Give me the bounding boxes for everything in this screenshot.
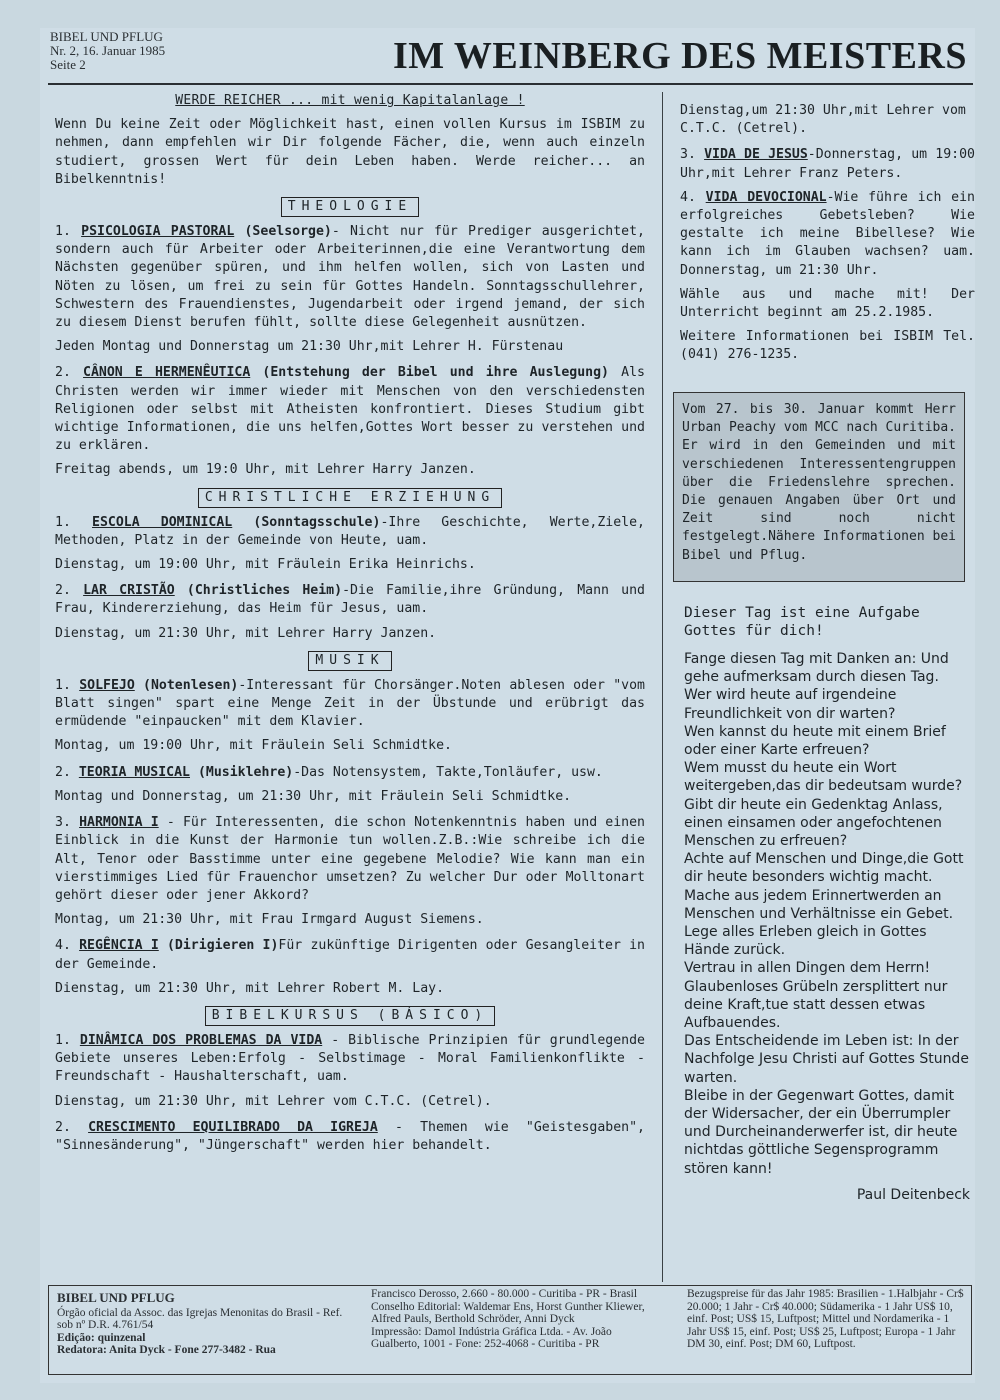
course-number: 3. <box>55 815 71 831</box>
course-title: VIDA DEVOCIONAL <box>705 189 827 205</box>
choose-notice: Wähle aus und mache mit! Der Unterricht beginnt am 25.2.1985. <box>680 286 975 321</box>
course-number: 2. <box>55 764 71 780</box>
course-title: HARMONIA I <box>79 815 159 831</box>
course-subtitle: (Dirigieren I) <box>158 938 279 954</box>
course-subtitle: (Seelsorge) <box>234 224 332 240</box>
course-item <box>55 582 645 618</box>
devotion-line: Wen kannst du heute mit einem Brief oder einer Karte erfreuen? <box>684 723 946 759</box>
course-item <box>55 514 645 550</box>
course-schedule: Jeden Montag und Donnerstag um 21:30 Uhr,mit Lehrer H. Fürstenau <box>55 339 564 355</box>
imprint-address: Francisco Derosso, 2.660 - 80.000 - Curitiba - PR - Brasil <box>371 1288 638 1300</box>
devotion-line: Achte auf Menschen und Dinge,die Gott dir heute besonders wichtig macht. <box>684 851 964 886</box>
course-title: VIDA DE JESUS <box>704 147 808 163</box>
course-number: 1. <box>55 1032 71 1048</box>
page-title: IM WEINBERG DES MEISTERS <box>392 35 967 77</box>
devotion-author: Paul Deitenbeck <box>856 1186 970 1203</box>
devotion-line: Bleibe in der Gegenwart Gottes, damit der Widersacher, der ein Überrumpler und Durcheinanderwerfer ist, dir heute nichtdas göttliche Segensprogramm stören kann! <box>684 1087 958 1177</box>
course-number: 1. <box>55 677 71 693</box>
course-schedule: Dienstag, um 19:00 Uhr, mit Fräulein Erika Heinrichs. <box>55 557 476 573</box>
course-title: ESCOLA DOMINICAL <box>92 514 233 530</box>
course-item <box>55 677 645 732</box>
course-title: DINÂMICA DOS PROBLEMAS DA VIDA <box>79 1032 323 1048</box>
devotion-line: Wer wird heute auf irgendeine Freundlichkeit von dir warten? <box>684 687 897 722</box>
course-subtitle: (Sonntagsschule) <box>232 514 381 530</box>
issue-meta <box>50 30 165 72</box>
continued-schedule: Dienstag,um 21:30 Uhr,mit Lehrer vom C.T.C. (Cetrel). <box>680 103 966 137</box>
course-item <box>55 764 645 782</box>
course-schedule: Freitag abends, um 19:0 Uhr, mit Lehrer Harry Janzen. <box>55 462 476 478</box>
imprint-org: Órgão oficial da Assoc. das Igrejas Menonitas do Brasil - Ref. sob nº D.R. 4.761/54 <box>57 1306 343 1331</box>
course-schedule: Dienstag, um 21:30 Uhr, mit Lehrer vom C.T.C. (Cetrel). <box>55 1093 492 1109</box>
devotion-line: Gibt dir heute ein Gedenktag Anlass, einen einsamen oder angefochtenen Menschen zu erfreuen? <box>684 796 943 850</box>
course-text: -Wie führe ich ein erfolgreiches Gebetsleben? Wie gestalte ich meine Bibellese? Wie kann ich im Glauben wachsen? uam. Donnerstag, um 21:30 Uhr. <box>680 189 975 278</box>
course-number: 1. <box>55 514 71 530</box>
course-schedule: Montag und Donnerstag, um 21:30 Uhr, mit Fräulein Seli Schmidtke. <box>55 788 572 804</box>
section-heading: CHRISTLICHE ERZIEHUNG <box>198 488 502 508</box>
imprint-prices: Bezugspreise für das Jahr 1985: Brasilien - 1.Halbjahr - Cr$ 20.000; 1 Jahr - Cr$ 40.000; Südamerika - 1 Jahr US$ 10, einf. Post; US$ 15, Luftpost; Mittel und Nordamerika - 1 Jahr US$ 15, einf. Post; US$ 25, Luftpost; Europa - 1 Jahr DM 30, einf. Post; DM 60, Luftpost. <box>687 1288 964 1350</box>
course-number: 1. <box>55 224 71 240</box>
course-sections <box>55 197 645 1155</box>
devotion-article <box>684 604 974 1204</box>
course-schedule: Montag, um 19:00 Uhr, mit Fräulein Seli Schmidtke. <box>55 738 452 754</box>
imprint-col-3 <box>687 1288 969 1351</box>
course-item <box>55 814 645 905</box>
course-item <box>55 937 645 973</box>
devotion-line: Lege alles Erleben gleich in Gottes Hände zurück. <box>684 924 927 959</box>
course-subtitle: (Entstehung der Bibel und ihre Auslegung) <box>250 365 610 381</box>
course-number: 4. <box>680 189 696 205</box>
course-subtitle: (Notenlesen) <box>134 677 239 693</box>
course-vida-devocional <box>680 189 975 280</box>
paper-name: BIBEL UND PFLUG <box>50 29 163 44</box>
contact-info: Weitere Informationen bei ISBIM Tel. (041) 276-1235. <box>680 329 975 363</box>
course-title: REGÊNCIA I <box>79 938 159 954</box>
imprint-council: Conselho Editorial: Waldemar Ens, Horst Gunther Kliewer, Alfred Pauls, Berthold Schröder, Anni Dyck <box>371 1300 645 1325</box>
course-text: - Für Interessenten, die schon Notenkenntnis haben und einen Einblick in die Kunst der Harmonie tun wollen.Z.B.:Wie schreibe ich die Alt, Tenor oder Basstimme unter eine gegebene Melodie? Wie kann man ein vierstimmiges Lied für Frauenchor umsetzen? Zu welcher Dur oder Molltonart gehört dieser oder jener Akkord? <box>55 815 645 903</box>
left-column <box>55 92 645 1161</box>
course-title: PSICOLOGIA PASTORAL <box>81 224 235 240</box>
intro-heading <box>55 92 645 110</box>
imprint-col-2 <box>371 1288 653 1351</box>
course-text: -Die Familie,ihre Gründung, Mann und Frau, Kindererziehung, das Heim für Jesus, uam. <box>55 583 645 617</box>
course-text: - Nicht nur für Prediger ausgerichtet, sondern auch für Arbeiter oder Arbeiterinnen,die eine Verantwortung dem Nächsten gegenüber spüren, und ihm helfen wollen, sich von Lasten und Nöten zu lösen, um frei zu sein für Gottes Handeln. Sonntagsschullehrer, Schwestern des Frauendienstes, Jugendarbeit oder irgend jemand, der sich zu diesem Dienst berufen fühlt, sollte diese Gelegenheit ausnützen. <box>55 224 645 331</box>
course-title: SOLFEJO <box>79 677 135 693</box>
masthead-rule <box>48 83 973 85</box>
course-number: 2. <box>55 365 71 381</box>
course-subtitle: (Christliches Heim) <box>174 583 343 599</box>
course-item <box>55 364 645 455</box>
devotion-line: Mache aus jedem Erinnertwerden an Menschen und Verhältnisse ein Gebet. <box>684 887 954 922</box>
section-heading: BIBELKURSUS (BÁSICO) <box>205 1006 496 1026</box>
course-item <box>55 1119 645 1155</box>
course-text: - Themen wie "Geistesgaben", "Sinnesänderung", "Jüngerschaft" werden hier behandelt. <box>55 1119 645 1153</box>
visit-notice-box: Vom 27. bis 30. Januar kommt Herr Urban Peachy vom MCC nach Curitiba. Er wird in den Gemeinden und mit verschiedenen Interessentengruppen über die Friedenslehre sprechen. Die genauen Angaben über Ort und Zeit sind noch nicht festgelegt.Nähere Informationen bei Bibel und Pflug. <box>673 392 965 582</box>
course-text: -Ihre Geschichte, Werte,Ziele, Methoden, Platz in der Gemeinde von Heute, uam. <box>55 514 645 548</box>
course-text: -Donnerstag, um 19:00 Uhr,mit Lehrer Franz Peters. <box>680 147 975 181</box>
course-text: - Biblische Prinzipien für grundlegende Gebiete unseres Leben:Erfolg - Selbstimage - Moral Familienkonflikte - Freundschaft - Haushalterschaft, uam. <box>55 1032 645 1085</box>
course-text: -Interessant für Chorsänger.Noten ablesen oder "vom Blatt singen" spart eine Menge Zeit in der Übstunde und erübrigt das ermüdende "einpaucken" mit dem Klavier. <box>55 677 645 730</box>
course-title: CRESCIMENTO EQUILIBRADO DA IGREJA <box>88 1119 378 1135</box>
course-text: Für zukünftige Dirigenten oder Gesangleiter in der Gemeinde. <box>55 938 645 972</box>
intro-text: Wenn Du keine Zeit oder Möglichkeit hast, einen vollen Kursus im ISBIM zu nehmen, dann empfehlen wir Dir folgende Fächer, die, wenn auch einzeln studiert, grossen Wert für dein Leben haben. Werde reicher... an Bibelkenntnis! <box>55 117 645 187</box>
intro-heading-text: WERDE REICHER ... mit wenig Kapitalanlage ! <box>175 93 525 108</box>
course-schedule: Dienstag, um 21:30 Uhr, mit Lehrer Harry Janzen. <box>55 625 437 641</box>
course-number: 2. <box>55 1119 71 1135</box>
course-vida-de-jesus <box>680 146 975 182</box>
course-text: Als Christen werden wir immer wieder mit Menschen von den verschiedensten Religionen oder selbst mit Atheisten konfrontiert. Dieses Studium gibt wichtige Informationen, die uns helfen,Gottes Wort besser zu verstehen und zu erklären. <box>55 365 645 454</box>
course-schedule: Dienstag, um 21:30 Uhr, mit Lehrer Robert M. Lay. <box>55 980 445 996</box>
course-title: LAR CRISTÃO <box>83 583 175 599</box>
imprint-edition: Edição: quinzenal <box>57 1331 146 1344</box>
course-subtitle: (Musiklehre) <box>190 764 294 780</box>
section-heading: MUSIK <box>308 651 391 671</box>
devotion-title: Dieser Tag ist eine Aufgabe Gottes für dich! <box>684 605 920 639</box>
course-title: CÂNON E HERMENÊUTICA <box>83 365 251 381</box>
masthead <box>48 30 973 82</box>
devotion-line: Wem musst du heute ein Wort weitergeben,das dir bedeutsam wurde? <box>684 760 963 795</box>
course-item <box>55 1032 645 1087</box>
course-schedule: Montag, um 21:30 Uhr, mit Frau Irmgard August Siemens. <box>55 912 484 928</box>
section-heading: THEOLOGIE <box>281 197 419 217</box>
course-text: -Das Notensystem, Takte,Tonläufer, usw. <box>293 764 603 780</box>
imprint-editor: Redatora: Anita Dyck - Fone 277-3482 - Rua <box>57 1344 276 1356</box>
course-number: 4. <box>55 938 71 954</box>
devotion-body <box>684 650 974 1178</box>
course-number: 2. <box>55 583 71 599</box>
issue-date: Nr. 2, 16. Januar 1985 <box>50 43 166 58</box>
devotion-line: Fange diesen Tag mit Danken an: Und gehe aufmerksam durch diesen Tag. <box>684 651 949 686</box>
course-title: TEORIA MUSICAL <box>78 764 190 780</box>
imprint-name: BIBEL UND PFLUG <box>57 1290 175 1305</box>
imprint-col-1 <box>57 1292 357 1357</box>
devotion-line: Das Entscheidende im Leben ist: In der Nachfolge Jesu Christi auf Gottes Stunde warten. <box>684 1033 969 1086</box>
course-item <box>55 223 645 332</box>
imprint-box <box>48 1285 972 1375</box>
course-number: 3. <box>680 147 696 163</box>
devotion-line: Vertrau in allen Dingen dem Herrn! Glaubenloses Grübeln zersplittert nur deine Kraft,tue statt dessen etwas Aufbauendes. <box>684 960 948 1032</box>
right-column <box>680 102 975 371</box>
imprint-print: Impressão: Damol Indústria Gráfica Ltda. - Av. João Gualberto, 1001 - Fone: 252-4068 - Curitiba - PR <box>371 1325 612 1350</box>
page-number: Seite 2 <box>50 57 86 72</box>
column-divider <box>662 92 663 1282</box>
